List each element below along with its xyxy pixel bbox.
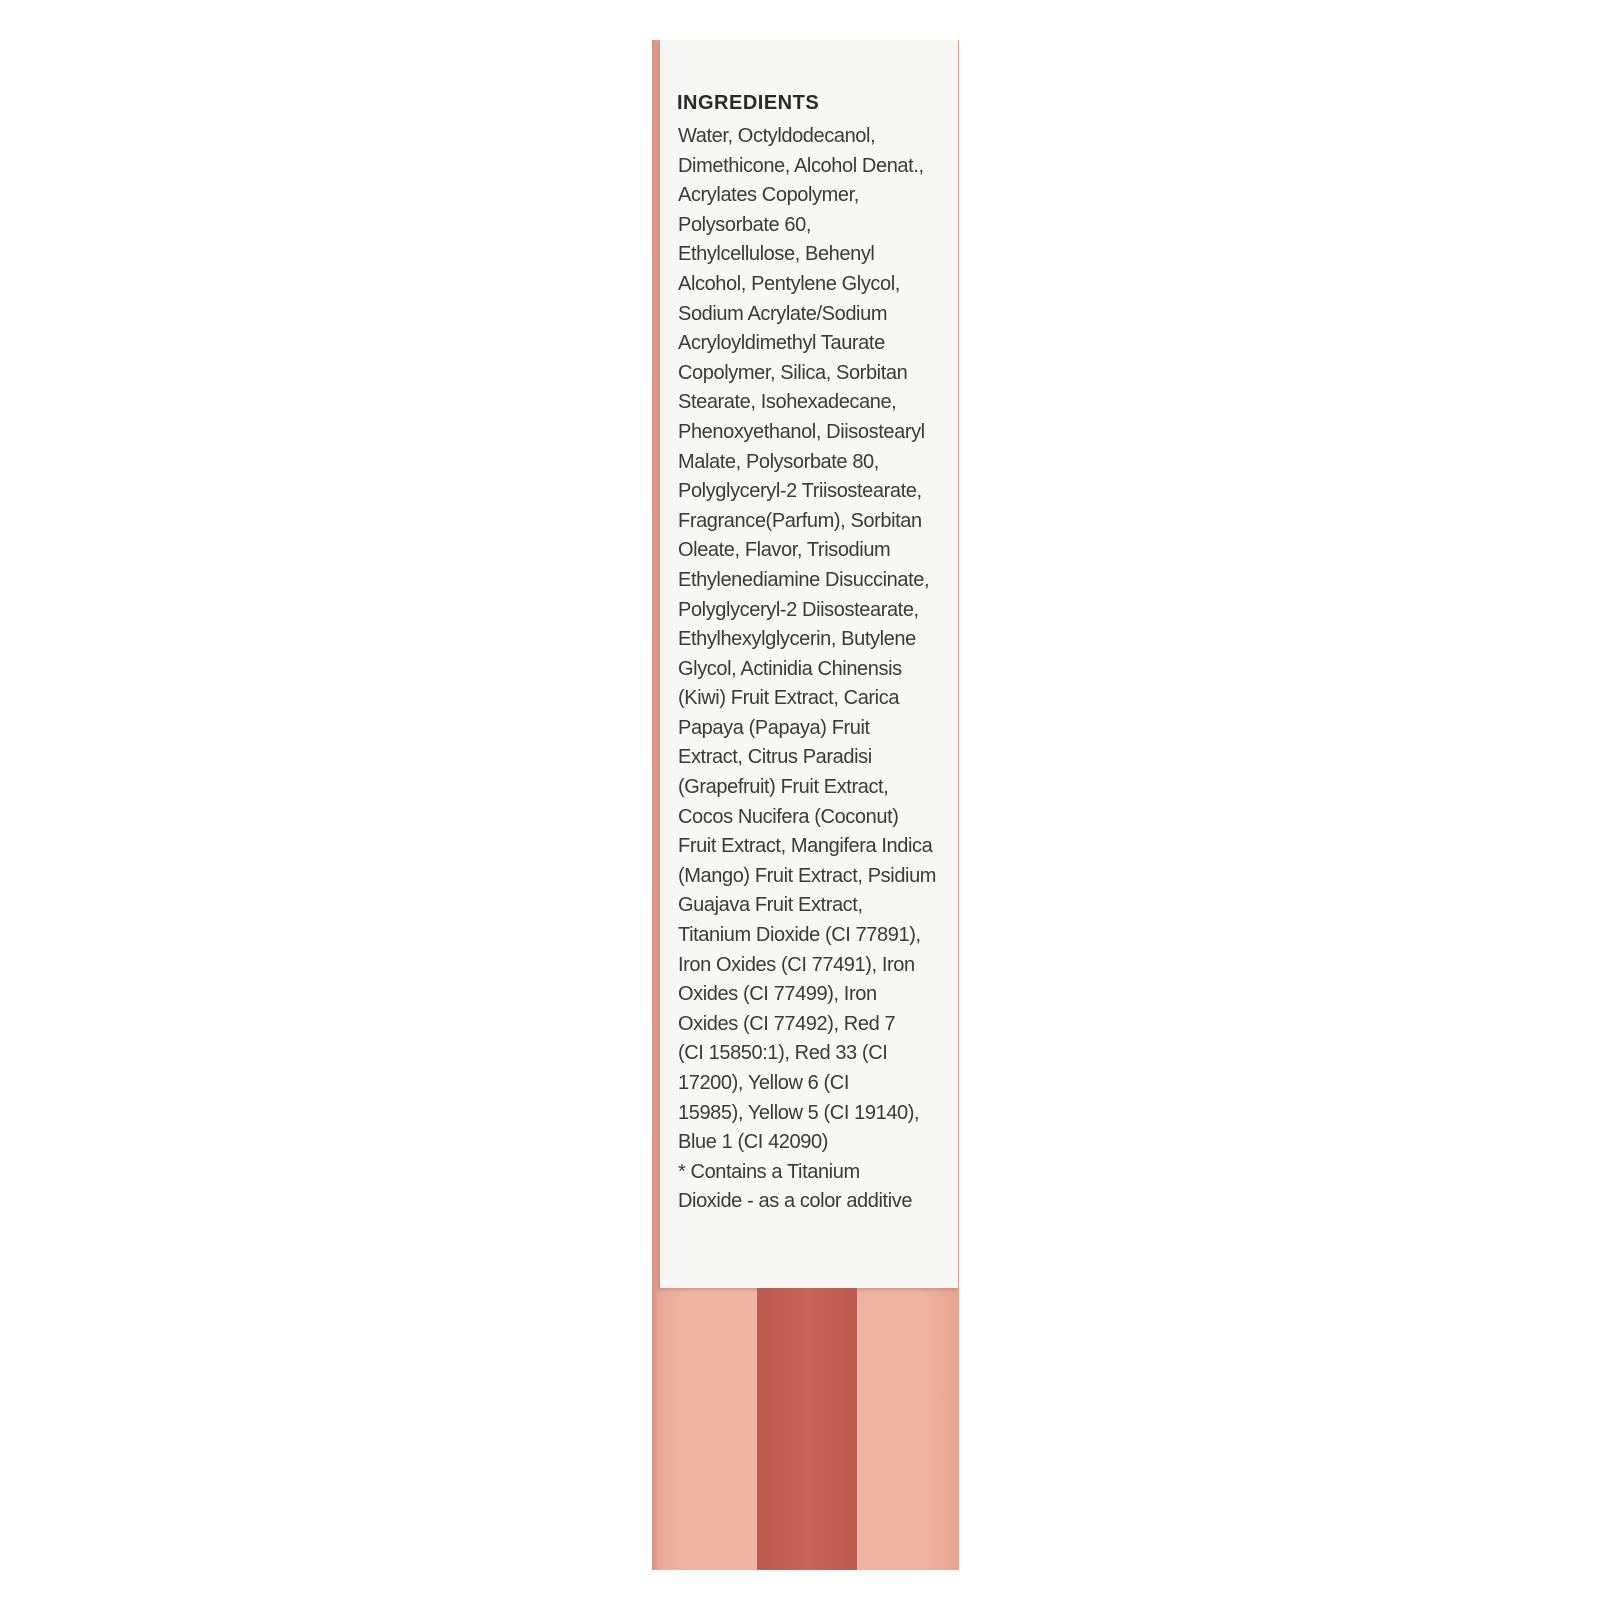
- color-stripe: [757, 1288, 857, 1570]
- ingredient-line: Malate, Polysorbate 80,: [678, 450, 879, 473]
- box-edge: [652, 40, 660, 1570]
- ingredient-line: Ethylhexylglycerin, Butylene: [678, 628, 916, 651]
- ingredient-line: Ethylcellulose, Behenyl: [678, 243, 875, 266]
- ingredient-line: Alcohol, Pentylene Glycol,: [678, 272, 900, 295]
- ingredient-line: 15985), Yellow 5 (CI 19140),: [678, 1101, 920, 1124]
- ingredient-line: (CI 15850:1), Red 33 (CI: [678, 1042, 888, 1065]
- ingredient-line: Oxides (CI 77499), Iron: [678, 983, 877, 1006]
- ingredient-line: Iron Oxides (CI 77491), Iron: [678, 953, 915, 976]
- ingredient-line: Phenoxyethanol, Diisostearyl: [678, 420, 925, 443]
- ingredients-heading: INGREDIENTS: [677, 92, 820, 114]
- ingredient-line: Polyglyceryl-2 Triisostearate,: [678, 480, 922, 503]
- ingredient-line: Titanium Dioxide (CI 77891),: [678, 924, 921, 947]
- ingredient-line: * Contains a Titanium: [678, 1160, 860, 1183]
- ingredient-line: Sodium Acrylate/Sodium: [678, 302, 888, 325]
- ingredient-line: Extract, Citrus Paradisi: [678, 746, 872, 769]
- ingredient-line: Fragrance(Parfum), Sorbitan: [678, 509, 922, 532]
- ingredient-line: Guajava Fruit Extract,: [678, 894, 863, 917]
- ingredient-line: Polyglyceryl-2 Diisostearate,: [678, 598, 919, 621]
- ingredient-line: Acryloyldimethyl Taurate: [678, 332, 885, 355]
- ingredient-line: Oleate, Flavor, Trisodium: [678, 539, 891, 562]
- ingredient-line: Water, Octyldodecanol,: [678, 125, 876, 147]
- ingredient-line: Cocos Nucifera (Coconut): [678, 805, 899, 828]
- ingredient-line: (Grapefruit) Fruit Extract,: [678, 776, 889, 799]
- ingredient-line: Oxides (CI 77492), Red 7: [678, 1012, 896, 1035]
- ingredient-line: Dioxide - as a color additive: [678, 1190, 913, 1213]
- ingredient-line: Blue 1 (CI 42090): [678, 1131, 828, 1154]
- ingredient-line: 17200), Yellow 6 (CI: [678, 1072, 850, 1094]
- ingredient-line: Dimethicone, Alcohol Denat.,: [678, 154, 924, 177]
- ingredients-list: [678, 122, 946, 1217]
- ingredient-line: (Mango) Fruit Extract, Psidium: [678, 864, 937, 887]
- ingredient-line: Acrylates Copolymer,: [678, 184, 859, 207]
- ingredient-line: Polysorbate 60,: [678, 213, 811, 236]
- ingredient-line: Glycol, Actinidia Chinensis: [678, 657, 902, 680]
- ingredient-line: (Kiwi) Fruit Extract, Carica: [678, 687, 900, 710]
- ingredient-line: Stearate, Isohexadecane,: [678, 391, 897, 414]
- ingredient-line: Copolymer, Silica, Sorbitan: [678, 361, 908, 384]
- ingredient-line: Ethylenediamine Disuccinate,: [678, 568, 930, 591]
- ingredient-line: Fruit Extract, Mangifera Indica: [678, 835, 933, 858]
- ingredient-line: Papaya (Papaya) Fruit: [678, 716, 870, 739]
